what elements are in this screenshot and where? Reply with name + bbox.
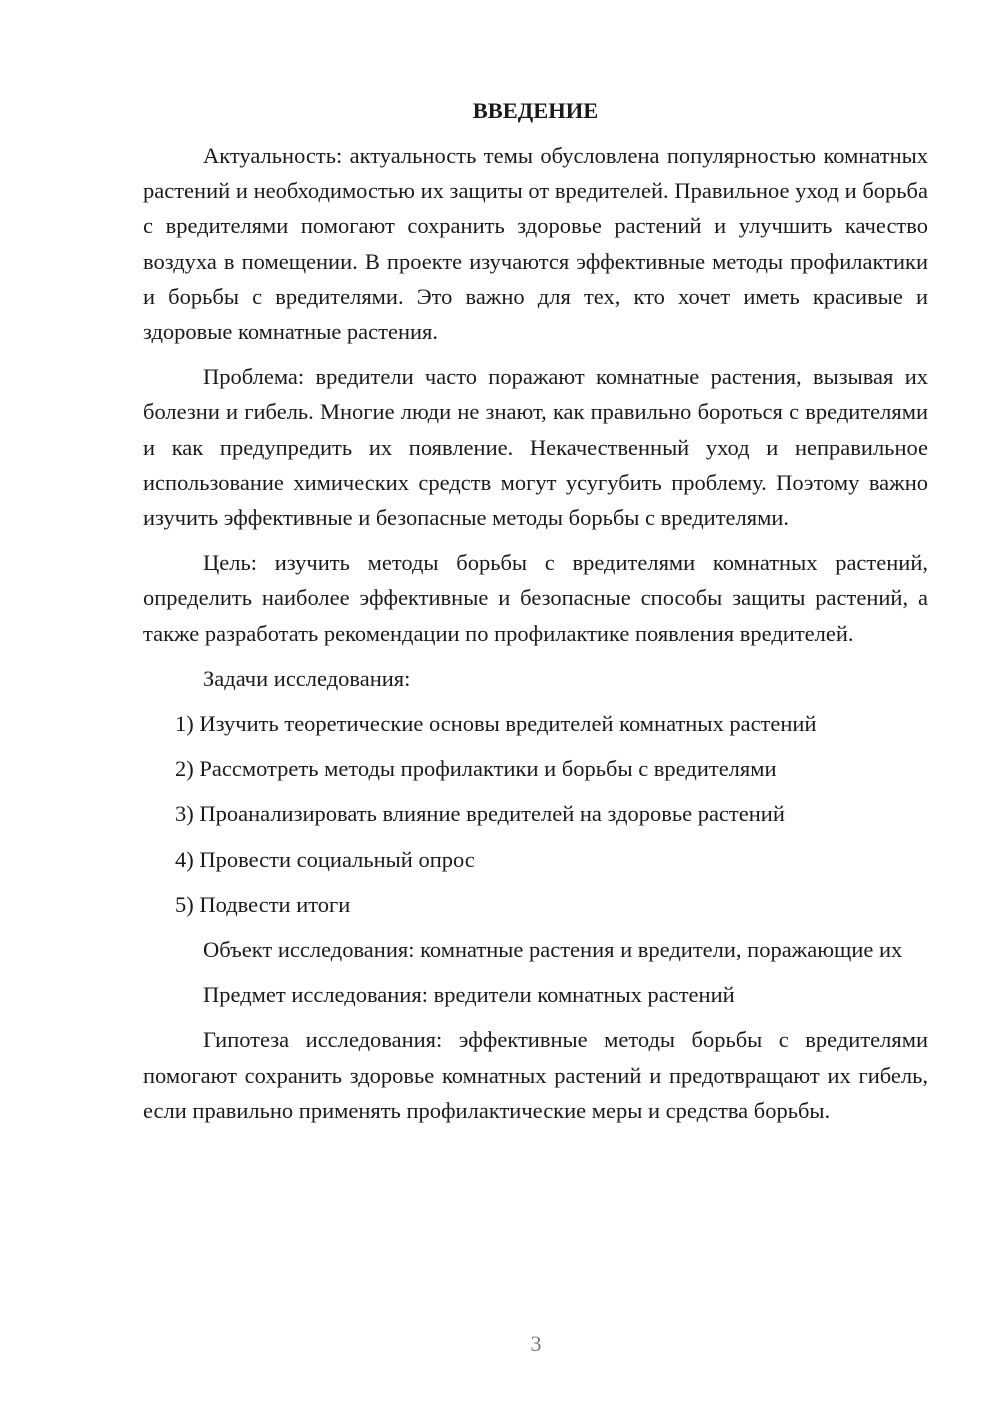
list-item: 2) Рассмотреть методы профилактики и борьбы с вредителями <box>175 756 777 782</box>
list-item: 5) Подвести итоги <box>175 891 351 917</box>
paragraph-goal: Цель: изучить методы борьбы с вредителями комнатных растений, определить наиболее эффективные и безопасные способы защиты растений, а также разработать рекомендации по профилактике появления вредителей. <box>143 550 928 646</box>
paragraph-subject: Предмет исследования: вредители комнатных растений <box>203 982 735 1008</box>
page-number: 3 <box>530 1331 542 1356</box>
section-title: ВВЕДЕНИЕ <box>472 98 599 123</box>
paragraph-problem: Проблема: вредители часто поражают комнатные растения, вызывая их болезни и гибель. Многие люди не знают, как правильно бороться с вредителями и как предупредить их появление. Некачественный уход и неправильное использование химических средств могут усугубить проблему. Поэтому важно изучить эффективные и безопасные методы борьбы с вредителями. <box>143 364 928 531</box>
tasks-heading: Задачи исследования: <box>203 665 411 691</box>
paragraph-hypothesis: Гипотеза исследования: эффективные методы борьбы с вредителями помогают сохранить здоровье комнатных растений и предотвращают их гибель, если правильно применять профилактические меры и средства борьбы. <box>143 1027 928 1123</box>
paragraph-object: Объект исследования: комнатные растения и вредители, поражающие их <box>203 937 903 963</box>
list-item: 1) Изучить теоретические основы вредителей комнатных растений <box>175 711 817 737</box>
list-item: 3) Проанализировать влияние вредителей на здоровье растений <box>175 801 785 827</box>
paragraph-relevance: Актуальность: актуальность темы обусловлена популярностью комнатных растений и необходимостью их защиты от вредителей. Правильное уход и борьба с вредителями помогают сохранить здоровье растений и улучшить качество воздуха в помещении. В проекте изучаются эффективные методы профилактики и борьбы с вредителями. Это важно для тех, кто хочет иметь красивые и здоровые комнатные растения. <box>143 143 928 345</box>
tasks-list <box>143 706 928 922</box>
page-content <box>143 93 928 1138</box>
list-item: 4) Провести социальный опрос <box>175 846 475 872</box>
